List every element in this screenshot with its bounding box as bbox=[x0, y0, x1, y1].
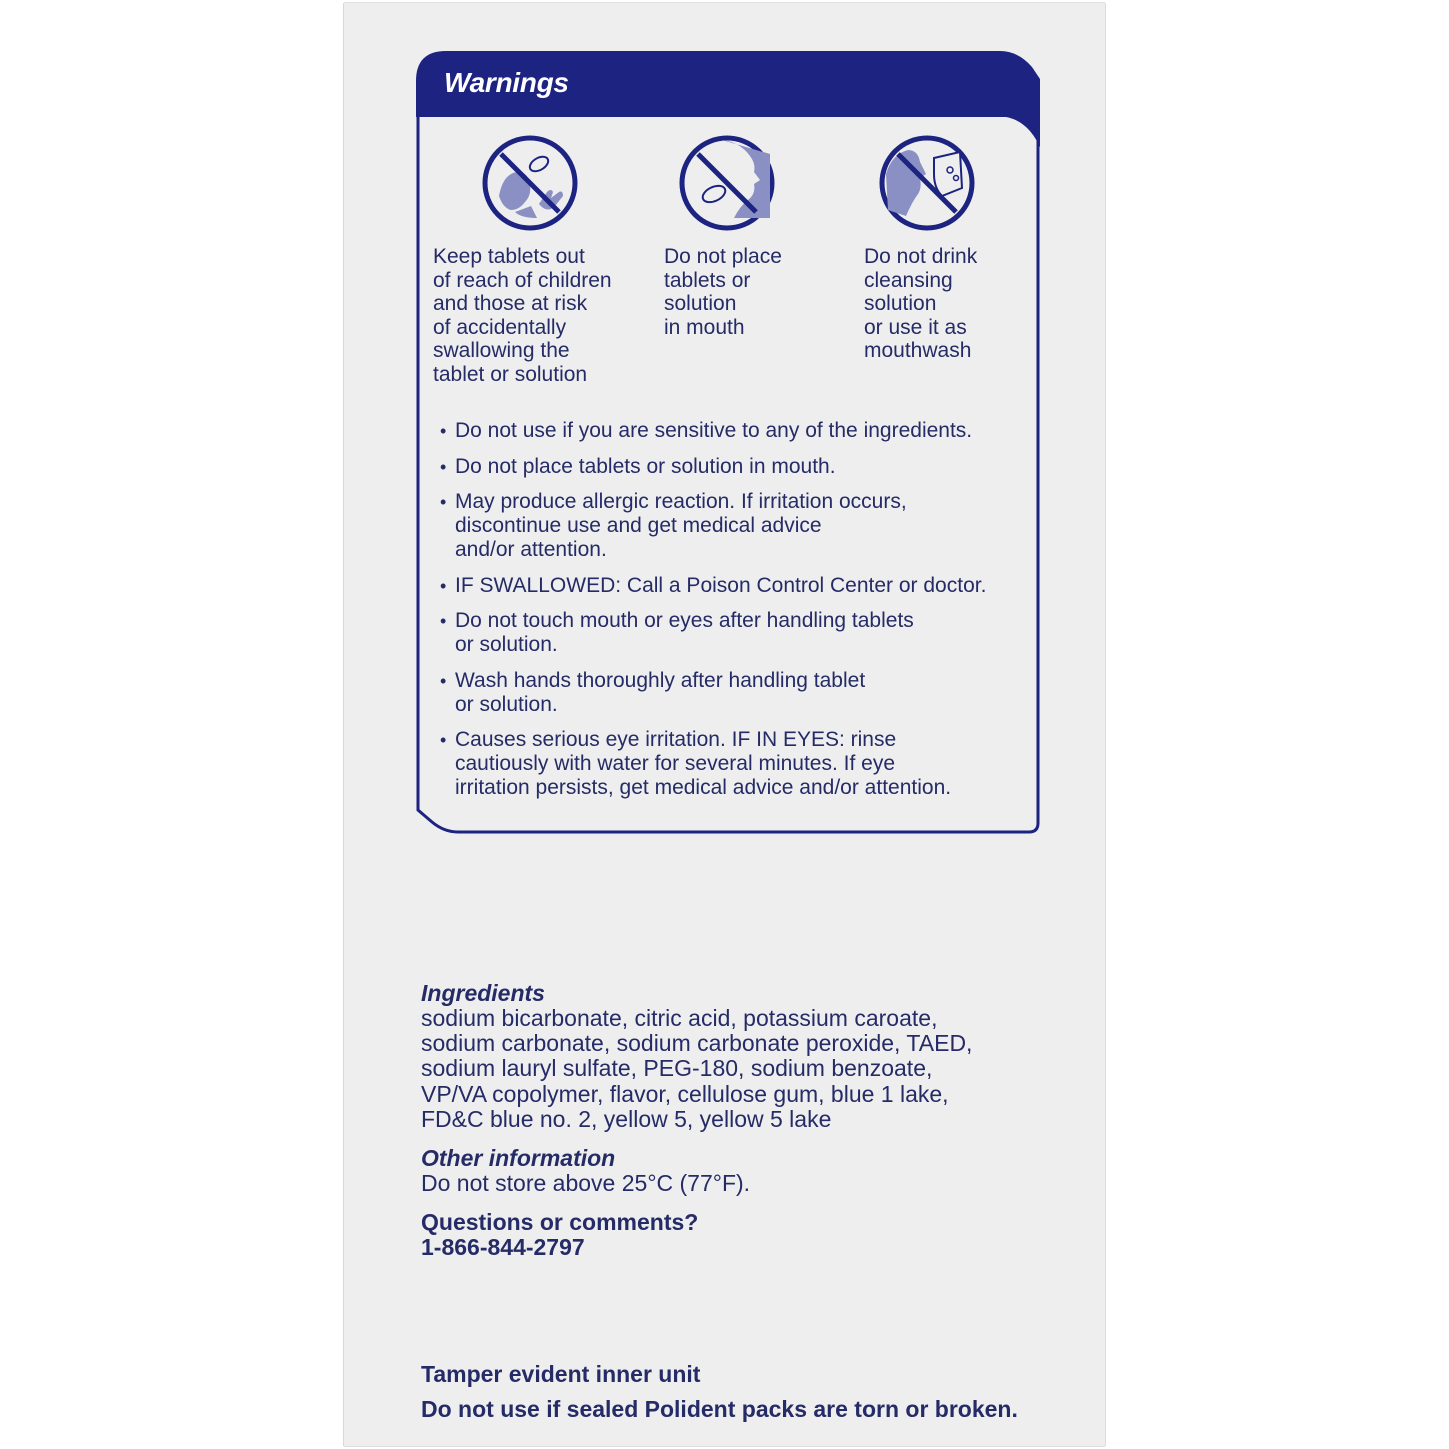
warnings-bullet-list bbox=[440, 419, 1040, 812]
list-item: • Do not touch mouth or eyes after handling tablets or solution. bbox=[440, 609, 1040, 657]
warnings-box bbox=[416, 51, 1040, 834]
no-child-reach-icon bbox=[481, 134, 579, 232]
warnings-title: Warnings bbox=[444, 67, 569, 98]
warning-item-children bbox=[433, 134, 643, 386]
list-item: • Do not use if you are sensitive to any of the ingredients. bbox=[440, 419, 1040, 443]
questions-phone: 1-866-844-2797 bbox=[421, 1234, 585, 1261]
warning-caption: Do not place tablets or solution in mouth bbox=[664, 245, 782, 339]
list-item: • May produce allergic reaction. If irritation occurs, discontinue use and get medical advice and/or attention. bbox=[440, 490, 1040, 562]
ingredients-section bbox=[421, 980, 972, 1132]
list-item: • Wash hands thoroughly after handling tablet or solution. bbox=[440, 669, 1040, 717]
warning-item-mouth bbox=[664, 134, 844, 339]
no-tablet-in-mouth-icon bbox=[678, 134, 776, 232]
list-item: • Do not place tablets or solution in mouth. bbox=[440, 455, 1040, 479]
tamper-text: Do not use if sealed Polident packs are torn or broken. bbox=[421, 1396, 1018, 1422]
warning-item-drink bbox=[864, 134, 1034, 363]
tamper-title: Tamper evident inner unit bbox=[421, 1361, 701, 1387]
other-information-text: Do not store above 25°C (77°F). bbox=[421, 1170, 751, 1196]
no-drink-solution-icon bbox=[878, 134, 976, 232]
other-information-section bbox=[421, 1145, 750, 1196]
list-item: • IF SWALLOWED: Call a Poison Control Center or doctor. bbox=[440, 574, 1040, 598]
questions-title: Questions or comments? bbox=[421, 1209, 699, 1235]
ingredients-text: sodium bicarbonate, citric acid, potassium caroate, sodium carbonate, sodium carbonate peroxide, TAED, sodium lauryl sulfate, PEG-180, sodium benzoate, VP/VA copolymer, flavor, cellulose gum, blue 1 lake, FD&C blue no. 2, yellow 5, yellow 5 lake bbox=[421, 1005, 973, 1132]
list-item: • Causes serious eye irritation. IF IN EYES: rinse cautiously with water for several minutes. If eye irritation persists, get medical advice and/or attention. bbox=[440, 728, 1040, 800]
warning-caption: Do not drink cleansing solution or use it as mouthwash bbox=[864, 245, 978, 362]
questions-section bbox=[421, 1210, 698, 1260]
warning-caption: Keep tablets out of reach of children and those at risk of accidentally swallowing the tablet or solution bbox=[433, 245, 612, 386]
ingredients-title: Ingredients bbox=[421, 980, 545, 1006]
other-information-title: Other information bbox=[421, 1145, 616, 1171]
